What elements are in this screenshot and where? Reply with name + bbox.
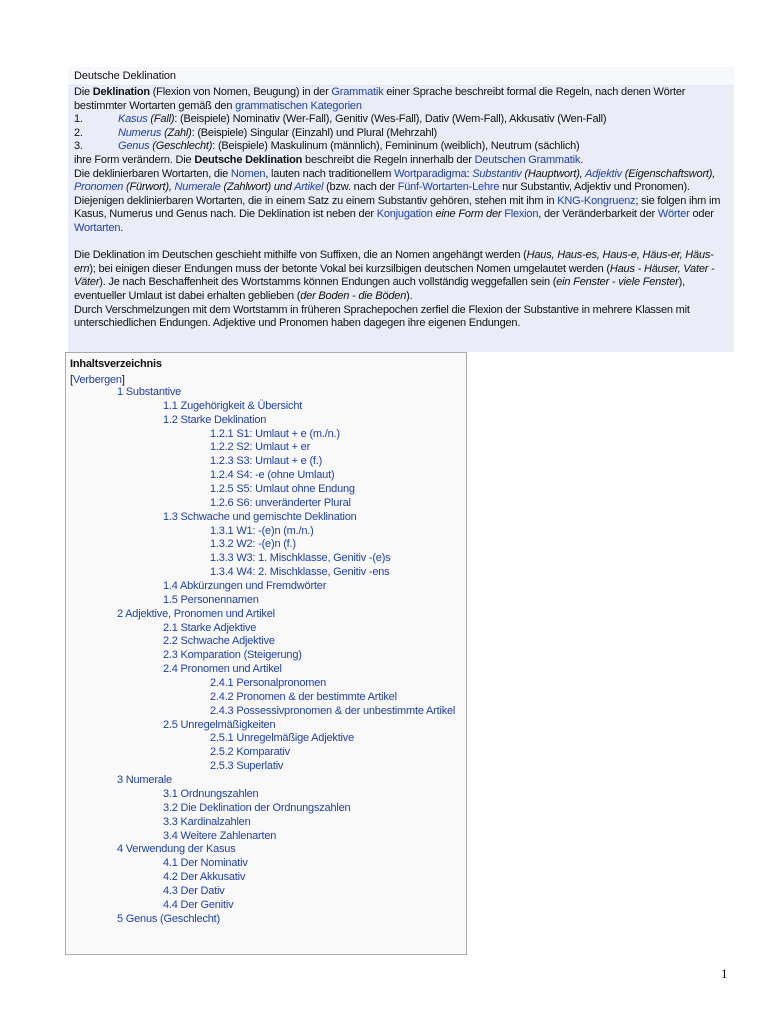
- toc-link[interactable]: 4.4 Der Genitiv: [163, 898, 234, 911]
- link-nomen[interactable]: Nomen: [230, 167, 266, 180]
- toc-link[interactable]: 1.4 Abkürzungen und Fremdwörter: [163, 580, 327, 593]
- toc-entry: [66, 566, 466, 580]
- link-kng-kongruenz[interactable]: KNG-Kongruenz: [557, 194, 636, 207]
- link-flexion[interactable]: Flexion: [504, 208, 539, 221]
- toc-entry: [66, 913, 466, 927]
- list-item: 1. Kasus (Fall): (Beispiele) Nominativ (Wer-Fall), Genitiv (Wes-Fall), Dativ (Wem-Fall), Akkusativ (Wen-Fall): [74, 113, 607, 126]
- intro-paragraph-2: ihre Form verändern. Die Deutsche Deklination beschreibt die Regeln innerhalb der Deutschen Grammatik.: [74, 153, 584, 166]
- toc-entry: [66, 830, 466, 844]
- toc-link[interactable]: 1.1 Zugehörigkeit & Übersicht: [163, 399, 303, 412]
- toc-entry: [66, 552, 466, 566]
- toc-link[interactable]: 2 Adjektive, Pronomen und Artikel: [117, 607, 275, 620]
- link-fuenf-wortarten-lehre[interactable]: Fünf-Wortarten-Lehre: [397, 181, 500, 194]
- spacer: [74, 236, 728, 250]
- toc-link[interactable]: 1.3.3 W3: 1. Mischklasse, Genitiv -(e)s: [210, 552, 391, 565]
- toc-link[interactable]: 1.3.1 W1: -(e)n (m./n.): [210, 524, 314, 537]
- toc-entry: [66, 594, 466, 608]
- intro-paragraph-1: Die Deklination (Flexion von Nomen, Beugung) in der Grammatik einer Sprache beschreibt formal die Regeln, nach denen Wörter bestimmter Wortarten gemäß den grammatischen Kategorien: [74, 86, 686, 112]
- toc-entry: [66, 400, 466, 414]
- table-of-contents: [65, 352, 467, 955]
- toc-entry: [66, 719, 466, 733]
- toc-entry: [66, 525, 466, 539]
- toc-entry: [66, 580, 466, 594]
- toc-link[interactable]: 3.1 Ordnungszahlen: [163, 787, 259, 800]
- toc-entry: [66, 483, 466, 497]
- toc-title: Inhaltsverzeichnis: [70, 358, 162, 370]
- list-item: 2. Numerus (Zahl): (Beispiele) Singular (Einzahl) und Plural (Mehrzahl): [74, 126, 437, 139]
- toc-link[interactable]: 2.4.3 Possessivpronomen & der unbestimmte Artikel: [210, 704, 456, 717]
- link-pronomen[interactable]: Pronomen: [74, 181, 124, 194]
- toc-link[interactable]: 2.5.2 Komparativ: [210, 746, 290, 759]
- toc-entry: [66, 857, 466, 871]
- toc-link[interactable]: 1.2 Starke Deklination: [163, 413, 267, 426]
- toc-link[interactable]: 5 Genus (Geschlecht): [117, 912, 220, 925]
- toc-entry: [66, 788, 466, 802]
- toc-entry: [66, 386, 466, 400]
- toc-entry: [66, 871, 466, 885]
- toc-link[interactable]: 4 Verwendung der Kasus: [117, 843, 236, 856]
- link-genus[interactable]: Genus: [118, 140, 150, 153]
- toc-link[interactable]: 1.2.5 S5: Umlaut ohne Endung: [210, 483, 355, 496]
- toc-entry: [66, 469, 466, 483]
- toc-link[interactable]: 2.4.2 Pronomen & der bestimmte Artikel: [210, 690, 397, 703]
- toc-link[interactable]: 1.2.2 S2: Umlaut + er: [210, 441, 311, 454]
- link-woerter[interactable]: Wörter: [657, 208, 690, 221]
- link-wortarten[interactable]: Wortarten: [74, 221, 121, 234]
- toc-link[interactable]: 2.1 Starke Adjektive: [163, 621, 257, 634]
- intro-paragraph-5: Die Deklination im Deutschen geschieht mithilfe von Suffixen, die an Nomen angehängt werden (Haus, Haus-es, Haus-e, Häus-er, Häus-ern); bei einigen dieser Endungen muss der betonte Vokal bei kurzsilbigen deutschen Nomen umgelautet werden (Haus - Häuser, Vater - Väter). Je nach Beschaffenheit des Wortstamms können Endungen auch vollständig weggefallen sein (ein Fenster - viele Fenster), eventueller Umlaut ist dabei erhalten geblieben (der Boden - die Böden).: [74, 249, 715, 302]
- link-wortparadigma[interactable]: Wortparadigma: [394, 167, 467, 180]
- toc-entry: [66, 802, 466, 816]
- toc-toggle: [Verbergen]: [70, 374, 125, 386]
- toc-entry: [66, 635, 466, 649]
- toc-link[interactable]: 2.3 Komparation (Steigerung): [163, 649, 302, 662]
- link-grammatik[interactable]: Grammatik: [331, 86, 384, 98]
- bold-term: Deklination: [92, 86, 150, 98]
- toc-link[interactable]: 4.3 Der Dativ: [163, 884, 225, 897]
- link-artikel[interactable]: Artikel: [294, 181, 324, 194]
- intro-paragraph-4: Diejenigen deklinierbaren Wortarten, die in einem Satz zu einem Substantiv gehören, stehen mit ihm in KNG-Kongruenz; sie folgen ihm im Kasus, Numerus und Genus nach. Die Deklination ist neben der Konjugation eine Form der Flexion, der Veränderbarkeit der Wörter oder Wortarten.: [74, 194, 721, 234]
- toc-link[interactable]: 2.2 Schwache Adjektive: [163, 635, 275, 648]
- toc-entry: [66, 608, 466, 622]
- toc-entry: [66, 691, 466, 705]
- toc-entry: [66, 441, 466, 455]
- toc-entry: [66, 649, 466, 663]
- toc-link[interactable]: 2.5.1 Unregelmäßige Adjektive: [210, 732, 355, 745]
- link-adjektiv[interactable]: Adjektiv: [584, 167, 622, 180]
- toc-entry: [66, 663, 466, 677]
- page-number: 1: [721, 966, 728, 981]
- toc-entry: [66, 414, 466, 428]
- page-title: Deutsche Deklination: [68, 67, 734, 86]
- toc-entry: [66, 538, 466, 552]
- toc-link[interactable]: 3.4 Weitere Zahlenarten: [163, 829, 277, 842]
- toc-link[interactable]: 1.3.4 W4: 2. Mischklasse, Genitiv -ens: [210, 566, 390, 579]
- toc-link[interactable]: 1.2.6 S6: unveränderter Plural: [210, 496, 351, 509]
- bold-term: Deutsche Deklination: [194, 153, 303, 166]
- toc-hide-link[interactable]: Verbergen: [72, 374, 122, 386]
- toc-link[interactable]: 2.4.1 Personalpronomen: [210, 677, 327, 690]
- toc-entry: [66, 622, 466, 636]
- toc-link[interactable]: 4.1 Der Nominativ: [163, 857, 248, 870]
- link-kasus[interactable]: Kasus: [118, 113, 148, 126]
- intro-section: [68, 86, 734, 352]
- toc-link[interactable]: 1.2.3 S3: Umlaut + e (f.): [210, 455, 323, 468]
- toc-entry: [66, 677, 466, 691]
- toc-link[interactable]: 2.4 Pronomen und Artikel: [163, 663, 282, 676]
- link-numerale[interactable]: Numerale: [174, 181, 221, 194]
- toc-entry: [66, 774, 466, 788]
- toc-link[interactable]: 3 Numerale: [117, 774, 172, 787]
- toc-entry: [66, 455, 466, 469]
- toc-entry: [66, 816, 466, 830]
- toc-entry: [66, 511, 466, 525]
- toc-entry: [66, 732, 466, 746]
- toc-entry: [66, 705, 466, 719]
- toc-entry: [66, 760, 466, 774]
- toc-list: [66, 386, 466, 927]
- toc-link[interactable]: 2.5.3 Superlativ: [210, 760, 284, 773]
- link-konjugation[interactable]: Konjugation: [376, 208, 433, 221]
- link-substantiv[interactable]: Substantiv: [472, 167, 522, 180]
- toc-entry: [66, 885, 466, 899]
- toc-link[interactable]: 1.5 Personennamen: [163, 593, 259, 606]
- toc-link[interactable]: 1 Substantive: [117, 386, 182, 398]
- link-grammatische-kategorien[interactable]: grammatischen Kategorien: [235, 99, 362, 112]
- toc-link[interactable]: 3.3 Kardinalzahlen: [163, 815, 251, 828]
- toc-entry: [66, 497, 466, 511]
- toc-link[interactable]: 1.2.4 S4: -e (ohne Umlaut): [210, 469, 335, 482]
- intro-paragraph-6: Durch Verschmelzungen mit dem Wortstamm in früheren Sprachepochen zerfiel die Flexion der Substantive in mehrere Klassen mit unterschiedlichen Endungen. Adjektive und Pronomen haben dagegen ihre eigenen Endungen.: [74, 303, 690, 330]
- toc-link[interactable]: 3.2 Die Deklination der Ordnungszahlen: [163, 801, 351, 814]
- toc-entry: [66, 746, 466, 760]
- toc-link[interactable]: 4.2 Der Akkusativ: [163, 871, 246, 884]
- toc-link[interactable]: 1.3.2 W2: -(e)n (f.): [210, 538, 296, 551]
- link-deutsche-grammatik[interactable]: Deutschen Grammatik: [474, 153, 581, 166]
- intro-paragraph-3: Die deklinierbaren Wortarten, die Nomen, lauten nach traditionellem Wortparadigma: Substantiv (Hauptwort), Adjektiv (Eigenschaftswort), Pronomen (Fürwort), Numerale (Zahlwort) und Artikel (bzw. nach der Fünf-Wortarten-Lehre nur Substantiv, Adjektiv und Pronomen).: [74, 167, 716, 194]
- toc-link[interactable]: 1.3 Schwache und gemischte Deklination: [163, 510, 357, 523]
- toc-entry: [66, 843, 466, 857]
- toc-entry: [66, 428, 466, 442]
- toc-link[interactable]: 1.2.1 S1: Umlaut + e (m./n.): [210, 427, 340, 440]
- link-numerus[interactable]: Numerus: [118, 126, 162, 139]
- toc-entry: [66, 899, 466, 913]
- list-item: 3. Genus (Geschlecht): (Beispiele) Maskulinum (männlich), Femininum (weiblich), Neutrum (sächlich): [74, 140, 580, 153]
- toc-link[interactable]: 2.5 Unregelmäßigkeiten: [163, 718, 276, 731]
